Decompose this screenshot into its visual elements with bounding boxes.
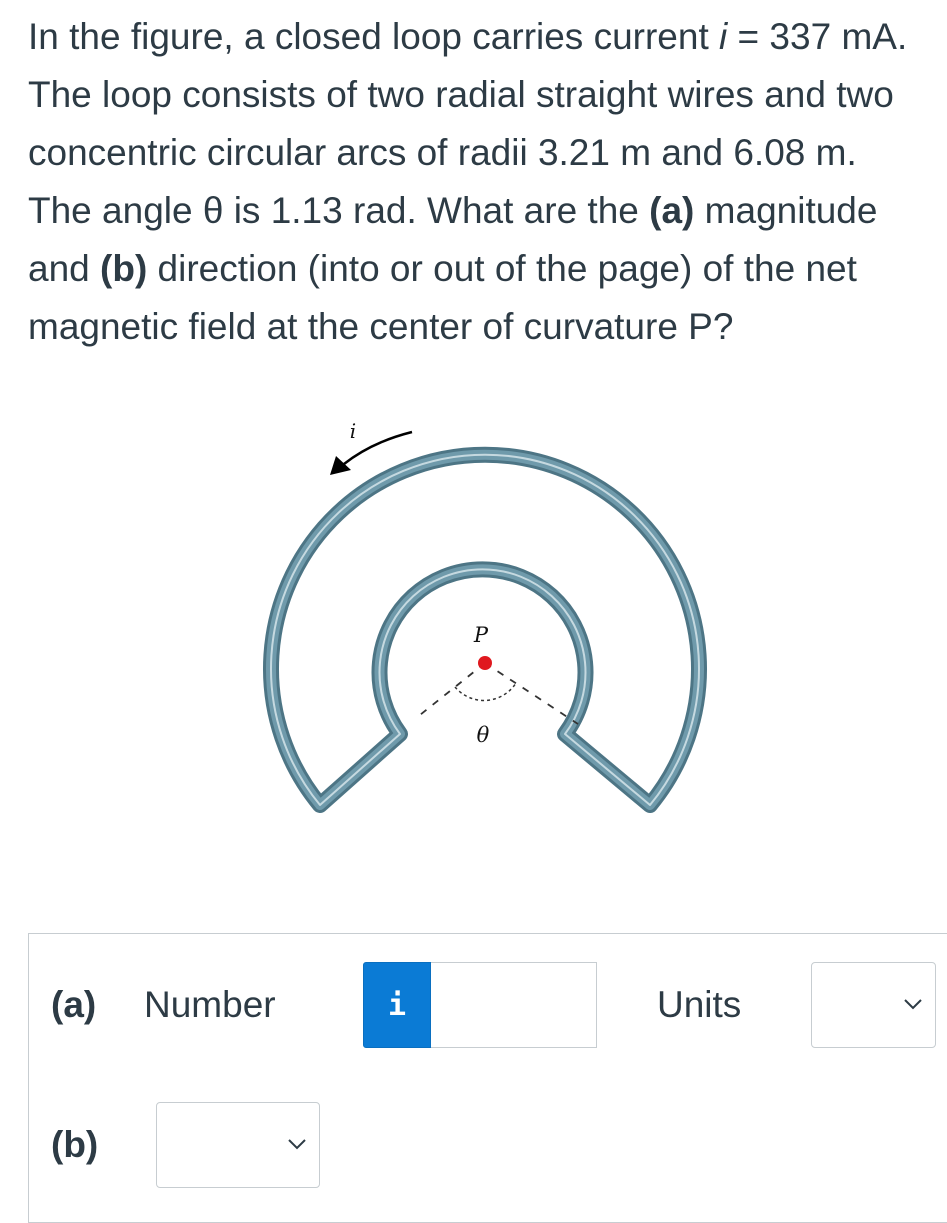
units-label: Units [657, 984, 742, 1025]
angle-label: θ [476, 723, 490, 747]
center-point-p [478, 656, 492, 670]
units-select[interactable] [811, 962, 936, 1048]
arrowhead-icon [330, 456, 351, 475]
part-a-label: (a) [51, 984, 97, 1025]
question-text: In the figure, a closed loop carries current i = 337 mA. The loop consists of two radial straight wires and two concentric circular arcs of radii 3.21 m and 6.08 m. The angle θ is 1.13 rad. What are the (a) magnitude and (b) direction (into or out of the page) of the net magnetic field at the center of curvature P? [28, 16, 908, 347]
current-symbol: i [719, 16, 728, 57]
point-p-label: P [473, 623, 489, 647]
number-label: Number [144, 984, 276, 1025]
answer-panel [28, 933, 947, 1223]
radial-dashed-line-left [420, 663, 485, 715]
direction-select[interactable] [156, 1102, 320, 1188]
chevron-down-icon [287, 1137, 307, 1151]
loop-figure [240, 412, 740, 832]
part-b-marker: (b) [100, 248, 148, 289]
number-input[interactable] [431, 962, 597, 1048]
radial-dashed-line-right [485, 663, 578, 724]
info-icon[interactable]: i [363, 962, 431, 1048]
current-label: i [349, 419, 357, 443]
part-b-label: (b) [51, 1124, 99, 1165]
chevron-down-icon [903, 997, 923, 1011]
part-a-marker: (a) [649, 190, 695, 231]
angle-arc [455, 683, 516, 700]
